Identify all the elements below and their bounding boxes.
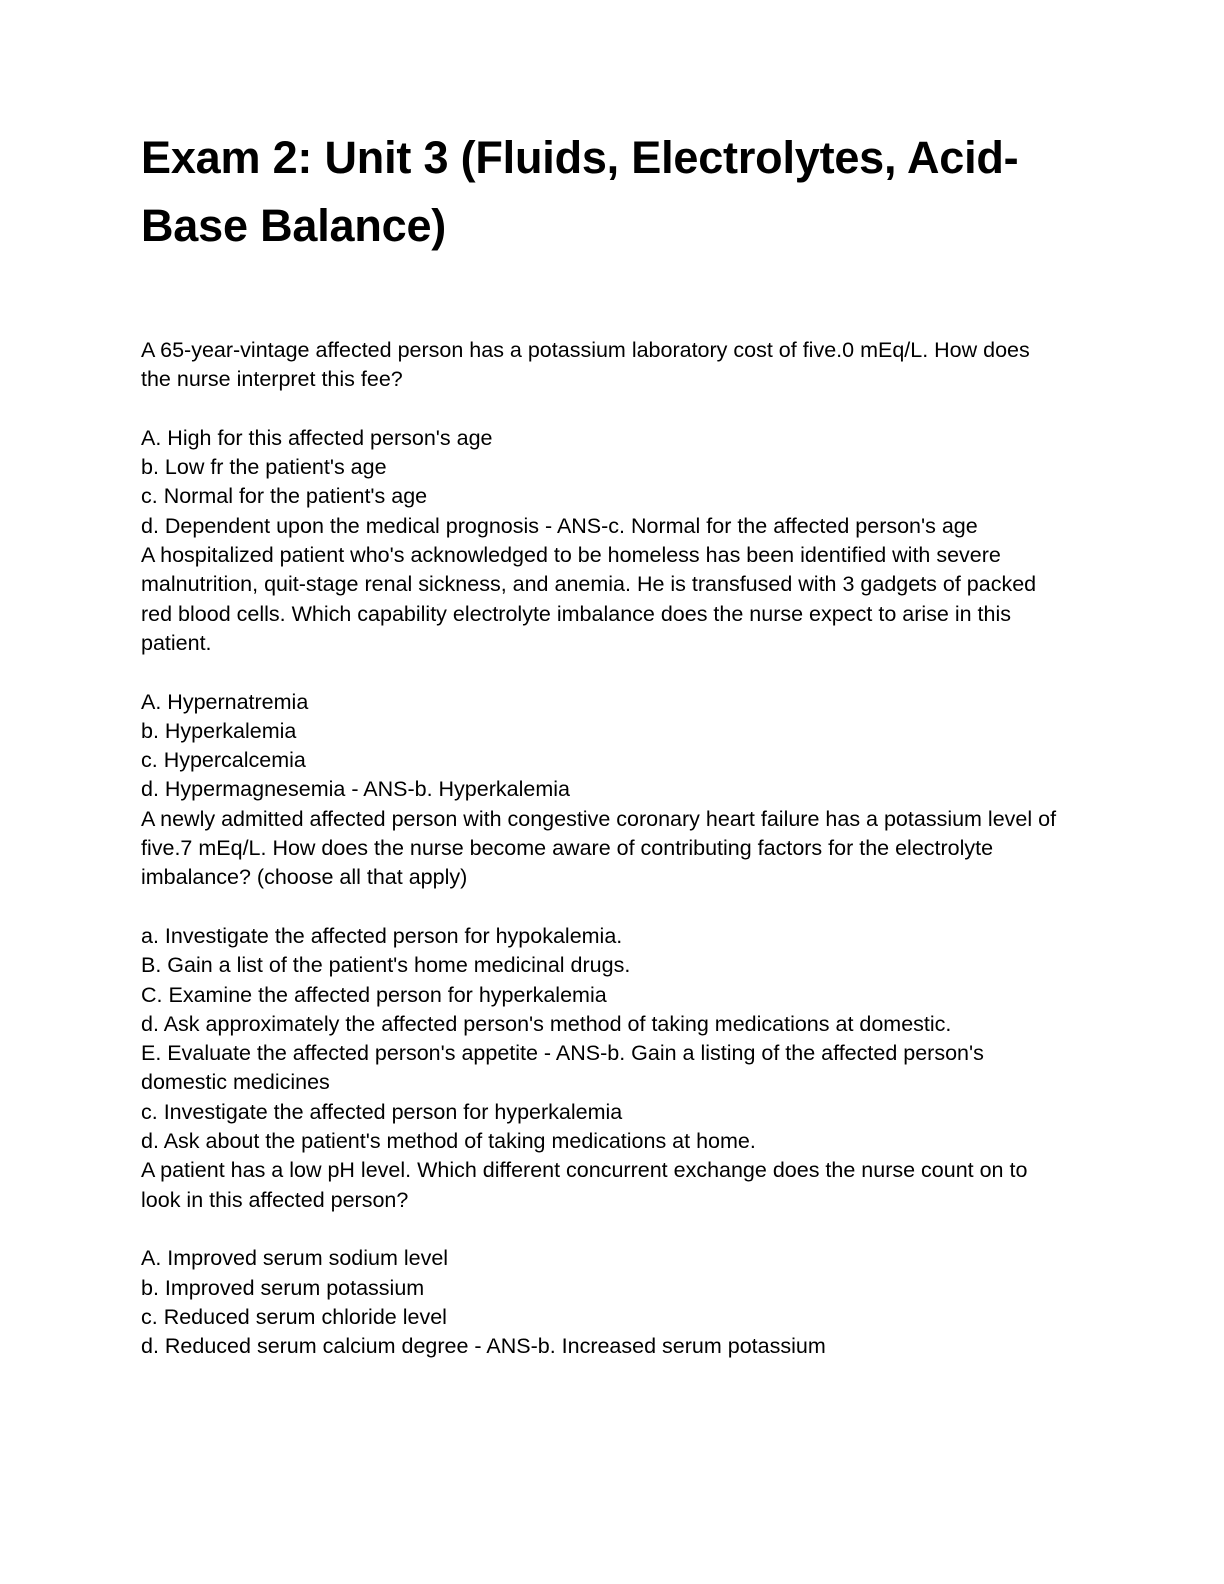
paragraph-spacer — [141, 658, 1061, 687]
answer-option: c. Investigate the affected person for hyperkalemia — [141, 1099, 623, 1124]
title-body-gap — [141, 260, 1061, 336]
question-paragraph: A newly admitted affected person with congestive coronary heart failure has a potassium level of five.7 mEq/L. How does the nurse become aware of contributing factors for the electrolyte imbalance? (choose all that apply) — [141, 806, 1063, 890]
answer-option: b. Improved serum potassium — [141, 1275, 425, 1300]
answer-option: d. Ask approximately the affected person's method of taking medications at domestic. — [141, 1011, 952, 1036]
question-paragraph: A patient has a low pH level. Which different concurrent exchange does the nurse count on to look in this affected person? — [141, 1158, 1034, 1212]
answer-option: b. Low fr the patient's age — [141, 455, 387, 480]
answer-option: A. High for this affected person's age — [141, 425, 493, 450]
document-content — [141, 0, 1061, 1361]
answer-option: c. Normal for the patient's age — [141, 484, 428, 509]
answer-option: c. Hypercalcemia — [141, 748, 306, 773]
question-paragraph: A hospitalized patient who's acknowledged to be homeless has been identified with severe malnutrition, quit-stage renal sickness, and anemia. He is transfused with 3 gadgets of packed red blood cells. Which capability electrolyte imbalance does the nurse expect to arise in this patient. — [141, 543, 1043, 655]
answer-option: b. Hyperkalemia — [141, 718, 297, 743]
answer-option: a. Investigate the affected person for hypokalemia. — [141, 923, 623, 948]
answer-option: d. Reduced serum calcium degree - ANS-b. Increased serum potassium — [141, 1334, 826, 1359]
answer-option: E. Evaluate the affected person's appetite - ANS-b. Gain a listing of the affected person's domestic medicines — [141, 1041, 990, 1095]
answer-option: d. Dependent upon the medical prognosis - ANS-c. Normal for the affected person's age — [141, 513, 978, 538]
paragraph-spacer — [141, 395, 1061, 424]
question-paragraph: A 65-year-vintage affected person has a potassium laboratory cost of five.0 mEq/L. How does the nurse interpret this fee? — [141, 338, 1036, 392]
answer-option: B. Gain a list of the patient's home medicinal drugs. — [141, 953, 631, 978]
paragraph-spacer — [141, 1215, 1061, 1244]
page-title: Exam 2: Unit 3 (Fluids, Electrolytes, Acid-Base Balance) — [141, 132, 1019, 251]
answer-option: A. Hypernatremia — [141, 689, 309, 714]
answer-option: d. Hypermagnesemia - ANS-b. Hyperkalemia — [141, 777, 570, 802]
answer-option: d. Ask about the patient's method of taking medications at home. — [141, 1129, 756, 1154]
paragraph-spacer — [141, 893, 1061, 922]
answer-option: C. Examine the affected person for hyperkalemia — [141, 982, 607, 1007]
answer-option: c. Reduced serum chloride level — [141, 1304, 447, 1329]
answer-option: A. Improved serum sodium level — [141, 1246, 449, 1271]
document-body — [141, 336, 1061, 1361]
